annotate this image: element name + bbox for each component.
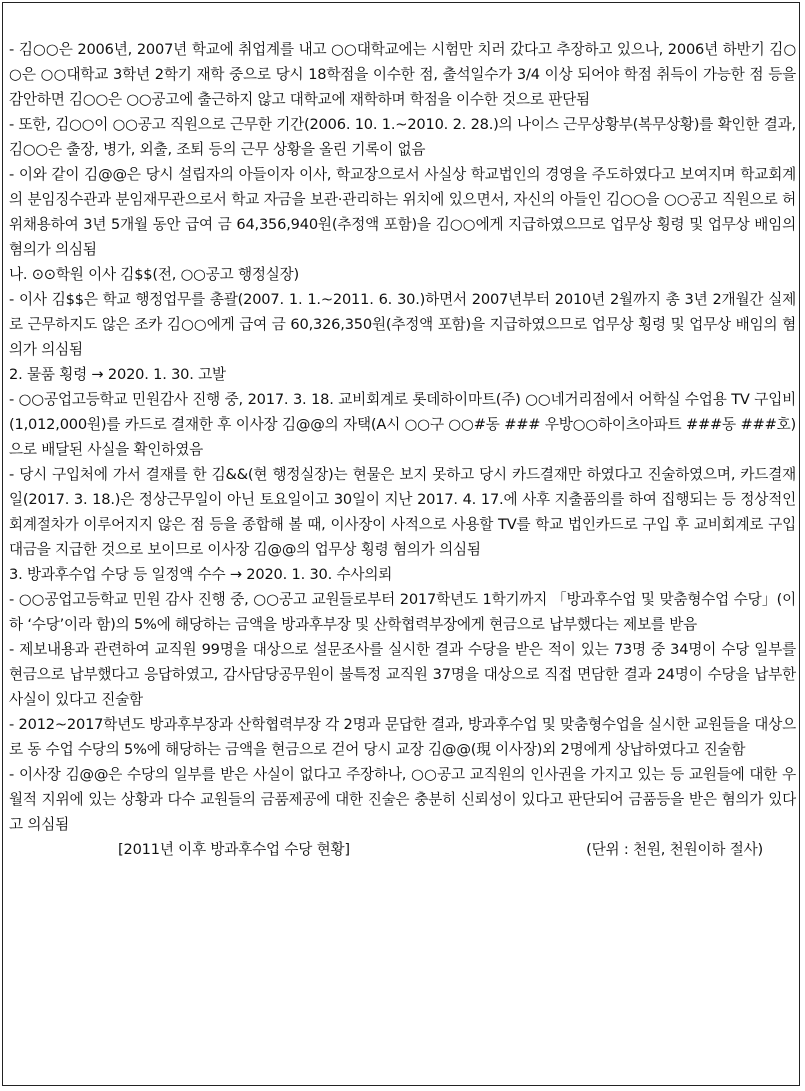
paragraph-interview: - 2012~2017학년도 방과후부장과 산학협력부장 각 2명과 문답한 결과, 방과후수업 및 맞춤형수업을 실시한 교원들을 대상으로 동 수업 수당의 5%에 해당하는 금액을 현금으로 걷어 당시 교장 김@@(現 이사장)외 2명에게 상납하였다고 진술함 bbox=[9, 716, 796, 758]
subheading-director-kim: 나. ⊙⊙학원 이사 김$$(전, ○○공고 행정실장) bbox=[9, 266, 300, 283]
paragraph-nephew-salary: - 이사 김$$은 학교 행정업무를 총괄(2007. 1. 1.~2011. 6. 30.)하면서 2007년부터 2010년 2월까지 총 3년 2개월간 실제로 근무하지도 않은 조카 김○○에게 급여 금 60,326,350원(추정액 포함)을 지급하였으므로 업무상 횡령 및 업무상 배임의 혐의가 의심됨 bbox=[9, 291, 796, 358]
paragraph-chairman-denial: - 이사장 김@@은 수당의 일부를 받은 사실이 없다고 주장하나, ○○공고 교직원의 인사권을 가지고 있는 등 교원들에 대한 우월적 지위에 있는 상황과 다수 교원들의 금품제공에 대한 진술은 충분히 신뢰성이 있다고 판단되어 금품등을 받은 혐의가 있다고 의심됨 bbox=[9, 766, 796, 833]
unit-note: (단위 : 천원, 천원이하 절사) bbox=[586, 841, 763, 858]
table-caption-row bbox=[9, 837, 796, 862]
paragraph-tv-purchase: - ○○공업고등학교 민원감사 진행 중, 2017. 3. 18. 교비회계로 롯데하이마트(주) ○○네거리점에서 어학실 수업용 TV 구입비(1,012,000원)를 카드로 결재한 후 이사장 김@@의 자택(A시 ○○구 ○○#동 ### 우방○○하이츠아파트 ###동 ###호)으로 배달된 사실을 확인하였음 bbox=[9, 391, 796, 458]
paragraph-survey: - 제보내용과 관련하여 교직원 99명을 대상으로 설문조사를 실시한 결과 수당을 받은 적이 있는 73명 중 34명이 수당 일부를 현금으로 납부했다고 응답하였고, 감사담당공무원이 불특정 교직원 37명을 대상으로 직접 면담한 결과 24명이 수당을 납부한 사실이 있다고 진술함 bbox=[9, 641, 796, 708]
paragraph-kim-enrollment: - 김○○은 2006년, 2007년 학교에 취업계를 내고 ○○대학교에는 시험만 치러 갔다고 추장하고 있으나, 2006년 하반기 김○○은 ○○대학교 3학년 2학기 재학 중으로 당시 18학점을 이수한 점, 출석일수가 3/4 이상 되어야 학점 취득이 가능한 점 등을 감안하면 김○○은 ○○공고에 출근하지 않고 대학교에 재학하며 학점을 이수한 것으로 판단됨 bbox=[9, 41, 796, 108]
paragraph-neis-record: - 또한, 김○○이 ○○공고 직원으로 근무한 기간(2006. 10. 1.~2010. 2. 28.)의 나이스 근무상황부(복무상황)를 확인한 결과, 김○○은 출장, 병가, 외출, 조퇴 등의 근무 상황을 올린 기록이 없음 bbox=[9, 116, 796, 158]
heading-allowance-collection: 3. 방과후수업 수당 등 일정액 수수 → 2020. 1. 30. 수사의뢰 bbox=[9, 566, 393, 583]
paragraph-card-payment: - 당시 구입처에 가서 결재를 한 김&&(현 행정실장)는 현물은 보지 못하고 당시 카드결재만 하였다고 진술하였으며, 카드결재일(2017. 3. 18.)은 정상근무일이 아닌 토요일이고 30일이 지난 2017. 4. 17.에 사후 지출품의를 하여 집행되는 등 정상적인 회계절차가 이루어지지 않은 점 등을 종합해 볼 때, 이사장이 사적으로 사용할 TV를 학교 법인카드로 구입 후 교비회계로 구입대금을 지급한 것으로 보이므로 이사장 김@@의 업무상 횡령 혐의가 의심됨 bbox=[9, 466, 796, 558]
heading-goods-embezzlement: 2. 물품 횡령 → 2020. 1. 30. 고발 bbox=[9, 366, 226, 383]
document-body bbox=[9, 37, 796, 862]
paragraph-false-hiring: - 이와 같이 김@@은 당시 설립자의 아들이자 이사, 학교장으로서 사실상 학교법인의 경영을 주도하였다고 보여지며 학교회계의 분임징수관과 분임재무관으로서 학교 자금을 보관·관리하는 위치에 있으면서, 자신의 아들인 김○○을 ○○공고 직원으로 허위채용하여 3년 5개월 동안 급여 금 64,356,940원(추정액 포함)을 김○○에게 지급하였으므로 업무상 횡령 및 업무상 배임의 혐의가 의심됨 bbox=[9, 166, 796, 258]
paragraph-teacher-report: - ○○공업고등학교 민원 감사 진행 중, ○○공고 교원들로부터 2017학년도 1학기까지 「방과후수업 및 맞춤형수업 수당」(이하 ‘수당’이라 함)의 5%에 해당하는 금액을 방과후부장 및 산학협력부장에게 현금으로 납부했다는 제보를 받음 bbox=[9, 591, 796, 633]
table-caption: [2011년 이후 방과후수업 수당 현황] bbox=[118, 841, 350, 858]
